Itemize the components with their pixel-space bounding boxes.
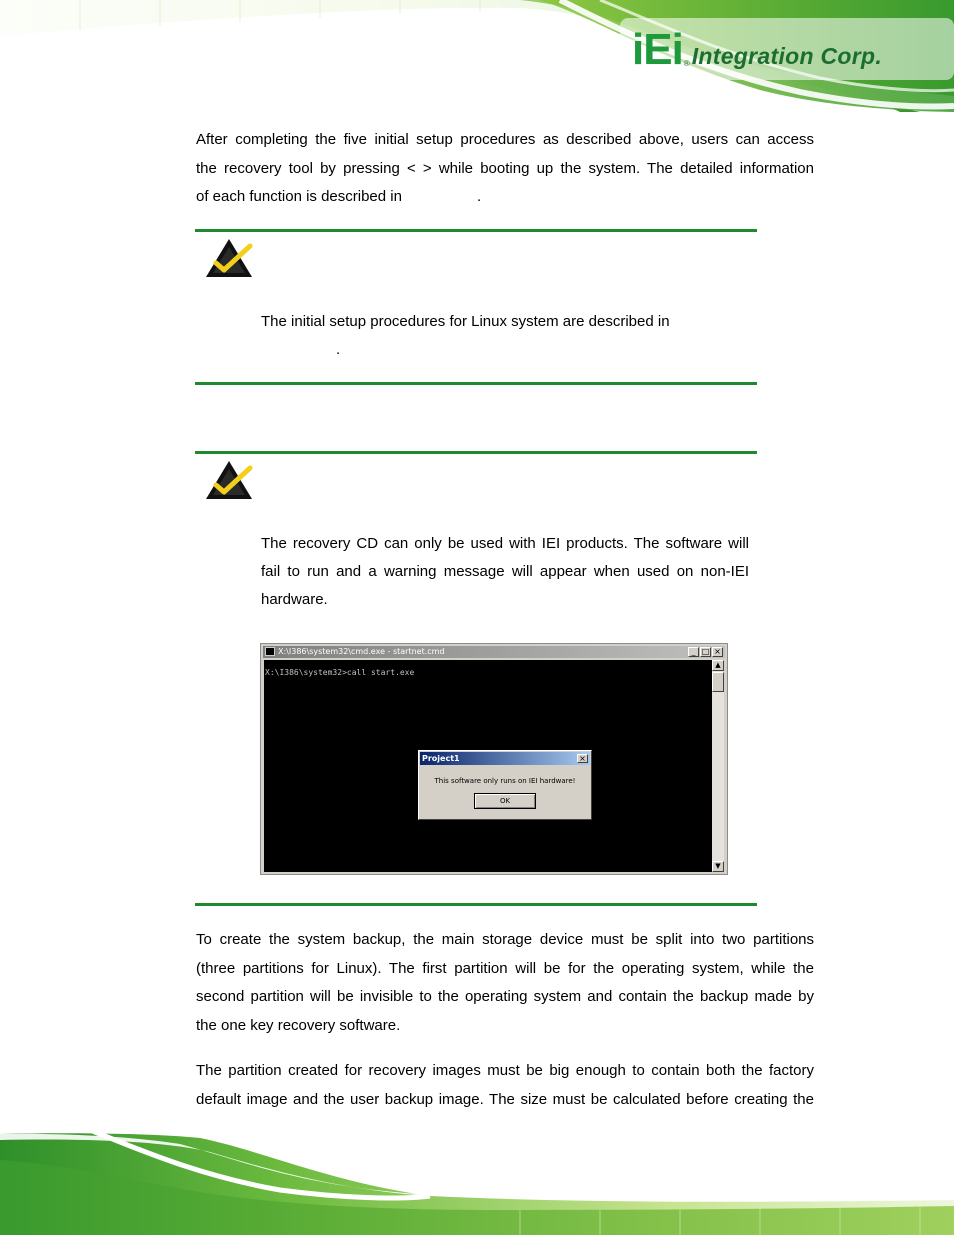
partition-paragraph [196,1057,814,1114]
scroll-up-icon: ▲ [712,660,724,671]
checkmark-note-icon [204,236,254,280]
partition-line-1: The partition created for recovery images must be big enough to contain both the factory [196,1062,814,1079]
minimize-icon: _ [688,647,699,657]
intro-line-3: of each function is described in . [196,188,482,205]
backup-line-4: the one key recovery software. [196,1016,401,1034]
checkmark-note-icon [204,458,254,502]
cmd-window-title: X:\I386\system32\cmd.exe - startnet.cmd [278,647,445,656]
cmd-window-screenshot [260,643,728,875]
note-2-line-2: fail to run and a warning message will appear when used on non-IEI [261,563,749,580]
scroll-thumb [712,672,724,692]
note-2-line-1: The recovery CD can only be used with IEI products. The software will [261,535,749,552]
note-1-bottom-rule [195,382,757,385]
logo-mark: iEi [632,25,683,74]
dialog-message: This software only runs on IEI hardware! [434,777,576,785]
dialog-titlebar [420,752,590,765]
note-1-line-1: The initial setup procedures for Linux system are described in [261,313,670,330]
intro-line-1: After completing the five initial setup procedures as described above, users can access [196,131,814,148]
cmd-window-icon [265,647,275,656]
note-1-text [261,308,749,364]
logo-wordmark: Integration Corp. [691,43,883,69]
footer-swoosh-graphic [0,1130,954,1235]
scroll-down-icon: ▼ [712,861,724,872]
backup-line-3: second partition will be invisible to the operating system and contain the backup made by [196,988,814,1005]
dialog-close-icon: × [577,754,588,763]
close-icon: × [712,647,723,657]
cmd-command-line: X:\I386\system32>call start.exe [265,668,415,677]
page-header-banner [0,0,954,112]
note-1-top-rule [195,229,757,232]
note-2-bottom-rule [195,903,757,906]
page-footer-banner [0,1130,954,1235]
logo-registered-mark: ® [683,59,690,68]
warning-dialog [418,750,592,820]
maximize-icon: □ [701,647,710,656]
backup-line-1: To create the system backup, the main storage device must be split into two partitions [196,931,814,948]
dialog-ok-button: OK [474,793,536,809]
note-1-line-2: . [261,341,341,358]
cmd-console-area [264,660,713,872]
note-2-text [261,530,749,614]
note-2-top-rule [195,451,757,454]
cmd-titlebar [263,646,725,658]
cmd-window-controls [688,647,723,657]
backup-line-2: (three partitions for Linux). The first partition will be for the operating system, while the [196,959,814,977]
dialog-title: Project1 [422,754,460,763]
cmd-scrollbar [712,660,724,872]
partition-line-2: default image and the user backup image. The size must be calculated before creating the [196,1090,814,1108]
intro-paragraph [196,126,814,212]
note-2-line-3: hardware. [261,591,328,608]
intro-line-2: the recovery tool by pressing < > while booting up the system. The detailed information [196,159,814,177]
backup-paragraph [196,926,814,1040]
company-logo [632,26,882,72]
